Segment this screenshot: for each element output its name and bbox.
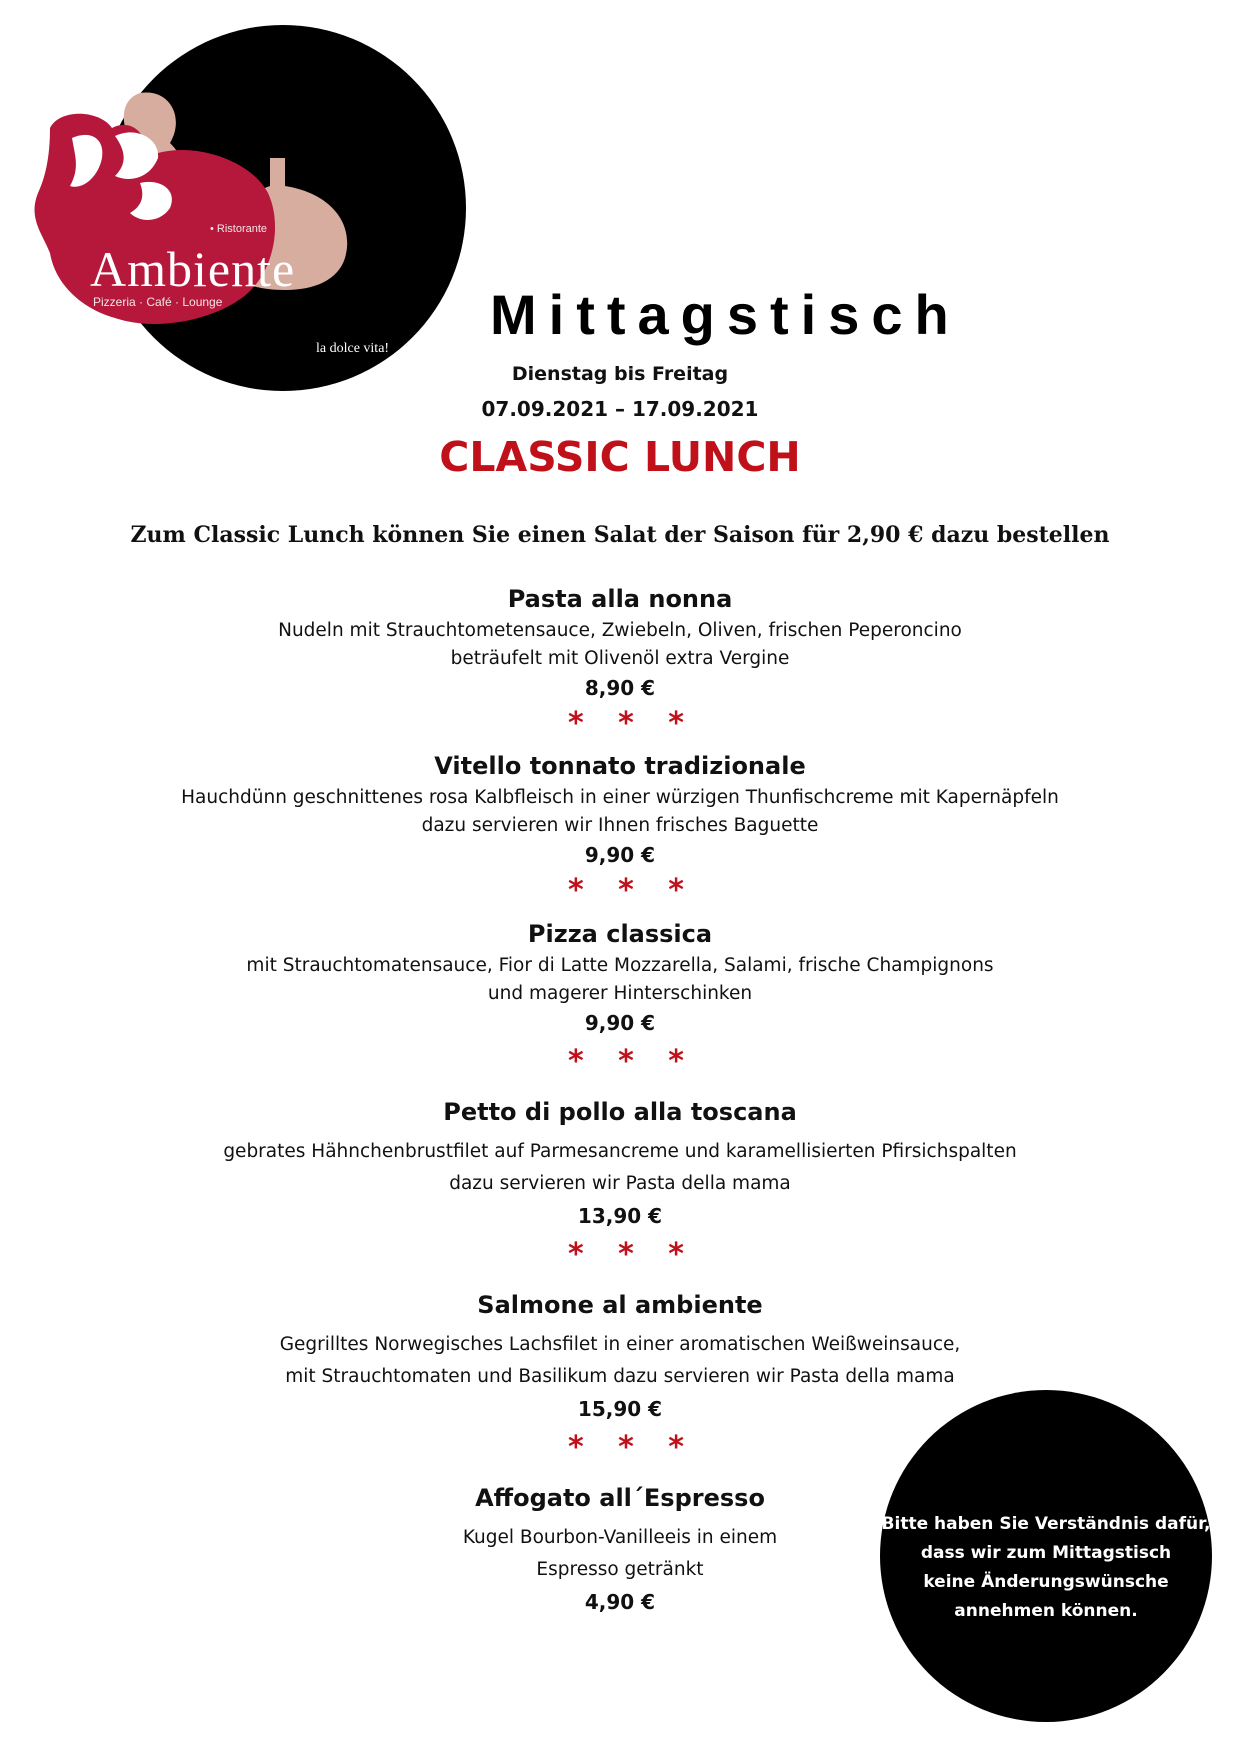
notice-line: annehmen können. bbox=[954, 1601, 1138, 1621]
separator-asterisks: * * * bbox=[568, 873, 696, 908]
dish-price: 9,90 € bbox=[584, 1011, 656, 1035]
separator-asterisks: * * * bbox=[568, 1044, 696, 1079]
dish-description: gebrates Hähnchenbrustfilet auf Parmesancreme und karamellisierten Pfirsichspalten bbox=[223, 1141, 1017, 1162]
notice-line: dass wir zum Mittagstisch bbox=[920, 1543, 1172, 1563]
dish-price: 8,90 € bbox=[584, 676, 656, 700]
dish-description: Nudeln mit Strauchtometensauce, Zwiebeln, Oliven, frischen Peperoncino bbox=[278, 620, 962, 641]
dish-price: 13,90 € bbox=[577, 1204, 663, 1228]
dish-name: Petto di pollo alla toscana bbox=[443, 1098, 797, 1126]
separator-asterisks: * * * bbox=[568, 1237, 696, 1272]
dish-name: Pasta alla nonna bbox=[507, 585, 733, 613]
dish-description: dazu servieren wir Ihnen frisches Baguette bbox=[421, 815, 819, 836]
dish-name: Affogato all´Espresso bbox=[475, 1484, 765, 1512]
dish-description: Kugel Bourbon-Vanilleeis in einem bbox=[462, 1527, 778, 1548]
logo-brand-name: Ambiente bbox=[90, 241, 296, 297]
logo-ristorante-label: • Ristorante bbox=[210, 223, 268, 235]
dish-description: mit Strauchtomaten und Basilikum dazu servieren wir Pasta della mama bbox=[285, 1366, 955, 1387]
page-title: Mittagstisch bbox=[490, 283, 961, 346]
days-label: Dienstag bis Freitag bbox=[511, 363, 729, 385]
separator-asterisks: * * * bbox=[568, 706, 696, 741]
date-range: 07.09.2021 – 17.09.2021 bbox=[481, 397, 759, 421]
dish-price: 4,90 € bbox=[584, 1590, 656, 1614]
separator-asterisks: * * * bbox=[568, 1430, 696, 1465]
dish-name: Salmone al ambiente bbox=[477, 1291, 763, 1319]
dish-description: und magerer Hinterschinken bbox=[487, 983, 753, 1004]
notice-line: keine Änderungswünsche bbox=[923, 1572, 1169, 1592]
dish-name: Pizza classica bbox=[527, 920, 713, 948]
dish-price: 9,90 € bbox=[584, 843, 656, 867]
dish-description: Gegrilltes Norwegisches Lachsfilet in einer aromatischen Weißweinsauce, bbox=[279, 1334, 961, 1355]
dish-description: mit Strauchtomatensauce, Fior di Latte Mozzarella, Salami, frische Champignons bbox=[246, 955, 994, 976]
salad-note: Zum Classic Lunch können Sie einen Salat der Saison für 2,90 € dazu bestellen bbox=[130, 522, 1110, 548]
logo-subtitle: Pizzeria · Café · Lounge bbox=[93, 295, 223, 309]
notice-text bbox=[880, 1510, 1212, 1626]
dish-description: dazu servieren wir Pasta della mama bbox=[449, 1173, 791, 1194]
dish-description: Hauchdünn geschnittenes rosa Kalbfleisch in einer würzigen Thunfischcreme mit Kapernäpfeln bbox=[181, 787, 1059, 808]
logo-slogan: la dolce vita! bbox=[316, 341, 390, 356]
notice-line: Bitte haben Sie Verständnis dafür, bbox=[881, 1514, 1211, 1534]
logo-graphic bbox=[20, 18, 490, 408]
section-heading: CLASSIC LUNCH bbox=[439, 433, 801, 481]
restaurant-logo bbox=[20, 18, 490, 408]
dish-description: beträufelt mit Olivenöl extra Vergine bbox=[450, 648, 790, 669]
dish-name: Vitello tonnato tradizionale bbox=[434, 752, 806, 780]
dish-price: 15,90 € bbox=[577, 1397, 663, 1421]
dish-description: Espresso getränkt bbox=[536, 1559, 704, 1580]
